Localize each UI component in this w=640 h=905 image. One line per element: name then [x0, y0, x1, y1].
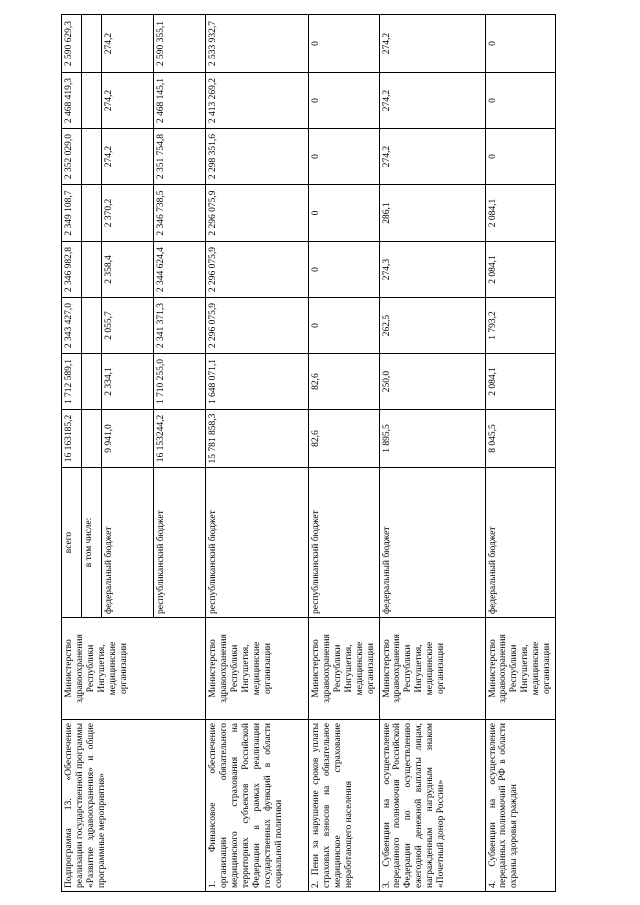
value-cell: 0 [485, 73, 556, 129]
table-row [485, 15, 556, 892]
value-cell: 2 358,4 [102, 242, 154, 298]
value-cell: 1 895,5 [379, 410, 485, 468]
value-cell: 250,0 [379, 354, 485, 410]
value-cell: 2 296 075,9 [206, 298, 309, 354]
value-cell: 1 793,2 [485, 298, 556, 354]
source-cell: республиканский бюджет [154, 468, 206, 618]
value-cell: 286,1 [379, 185, 485, 242]
value-cell: 274,2 [102, 15, 154, 73]
value-cell: 274,2 [379, 73, 485, 129]
row-executor: Министерство здравоохранения Республики Ингушетия, медицинские организации [206, 618, 309, 720]
value-cell: 2 296 075,9 [206, 242, 309, 298]
table-row [206, 15, 309, 892]
source-cell: всего [62, 468, 82, 618]
table-row [62, 15, 82, 892]
source-cell: федеральный бюджет [379, 468, 485, 618]
row-name: 4. Субвенции на осуществление переданных полномочий РФ в области охраны здоровья граждан [485, 720, 556, 892]
value-cell: 2 413 269,2 [206, 73, 309, 129]
value-cell: 0 [485, 15, 556, 73]
value-cell: 1 710 255,0 [154, 354, 206, 410]
row-name: Подпрограмма 13. «Обеспечение реализации государственной программы «Развитие здравоохранения» и общие программные мероприятия» [62, 720, 206, 892]
source-cell: в том числе: [82, 468, 102, 618]
value-cell: 2 370,2 [102, 185, 154, 242]
value-cell: 274,2 [379, 15, 485, 73]
value-cell: 1 648 071,1 [206, 354, 309, 410]
value-cell: 2 296 075,9 [206, 185, 309, 242]
value-cell: 0 [309, 242, 380, 298]
value-cell: 0 [309, 298, 380, 354]
value-cell: 262,5 [379, 298, 485, 354]
row-name: 1. Финансовое обеспечение организации обязательного медицинского страхования на территориях субъектов Российской Федерации в рамках реализации государственных функций в области социальной политики [206, 720, 309, 892]
value-cell: 2 468 145,1 [154, 73, 206, 129]
value-cell: 2 084,1 [485, 242, 556, 298]
value-cell: 2 343 427,0 [62, 298, 82, 354]
value-cell: 2 334,1 [102, 354, 154, 410]
value-cell: 2 533 932,7 [206, 15, 309, 73]
value-cell: 16 153244,2 [154, 410, 206, 468]
value-cell: 0 [309, 129, 380, 185]
source-cell: федеральный бюджет [102, 468, 154, 618]
source-cell: республиканский бюджет [206, 468, 309, 618]
value-cell: 2 084,1 [485, 185, 556, 242]
value-cell: 2 084,1 [485, 354, 556, 410]
row-name: 2. Пени за нарушение сроков уплаты страховых взносов на обязательное медицинское страхование неработающего населения [309, 720, 380, 892]
value-cell: 274,2 [102, 129, 154, 185]
value-cell: 274,2 [379, 129, 485, 185]
value-cell: 2 590 629,3 [62, 15, 82, 73]
value-cell: 2 055,7 [102, 298, 154, 354]
source-cell: республиканский бюджет [309, 468, 380, 618]
value-cell: 2 298 351,6 [206, 129, 309, 185]
value-cell: 16 163185,2 [62, 410, 82, 468]
value-cell: 15 781 858,3 [206, 410, 309, 468]
value-cell: 0 [309, 73, 380, 129]
value-cell: 2 590 355,1 [154, 15, 206, 73]
value-cell: 2 349 108,7 [62, 185, 82, 242]
budget-table [61, 14, 556, 892]
value-cell: 2 346 982,8 [62, 242, 82, 298]
source-cell: федеральный бюджет [485, 468, 556, 618]
value-cell: 9 941,0 [102, 410, 154, 468]
table-row [379, 15, 485, 892]
value-cell: 82,6 [309, 410, 380, 468]
value-cell: 2 352 029,0 [62, 129, 82, 185]
value-cell: 0 [485, 129, 556, 185]
value-cell: 2 341 371,3 [154, 298, 206, 354]
value-cell: 2 351 754,8 [154, 129, 206, 185]
value-cell: 274,3 [379, 242, 485, 298]
row-name: 3. Субвенции на осуществление переданного полномочия Российской Федерации по осуществлению ежегодной денежной выплаты лицам, награжденным нагрудным знаком «Почетный донор России» [379, 720, 485, 892]
value-cell: 2 346 738,5 [154, 185, 206, 242]
value-cell: 274,2 [102, 73, 154, 129]
value-cell: 0 [309, 15, 380, 73]
value-cell: 8 045,5 [485, 410, 556, 468]
value-cell: 82,6 [309, 354, 380, 410]
value-cell: 0 [309, 185, 380, 242]
value-cell: 1 712 589,1 [62, 354, 82, 410]
row-executor: Министерство здравоохранения Республики Ингушетия, медицинские организации [379, 618, 485, 720]
value-cell: 2 468 419,3 [62, 73, 82, 129]
value-cell: 2 344 624,4 [154, 242, 206, 298]
row-executor: Министерство здравоохранения Республики Ингушетия, медицинские организации [485, 618, 556, 720]
rotated-table-wrapper [61, 15, 587, 892]
table-row [309, 15, 380, 892]
row-executor: Министерство здравоохранения Республики Ингушетия, медицинские организации [309, 618, 380, 720]
row-executor: Министерство здравоохранения Республики Ингушетия, медицинские организации [62, 618, 206, 720]
